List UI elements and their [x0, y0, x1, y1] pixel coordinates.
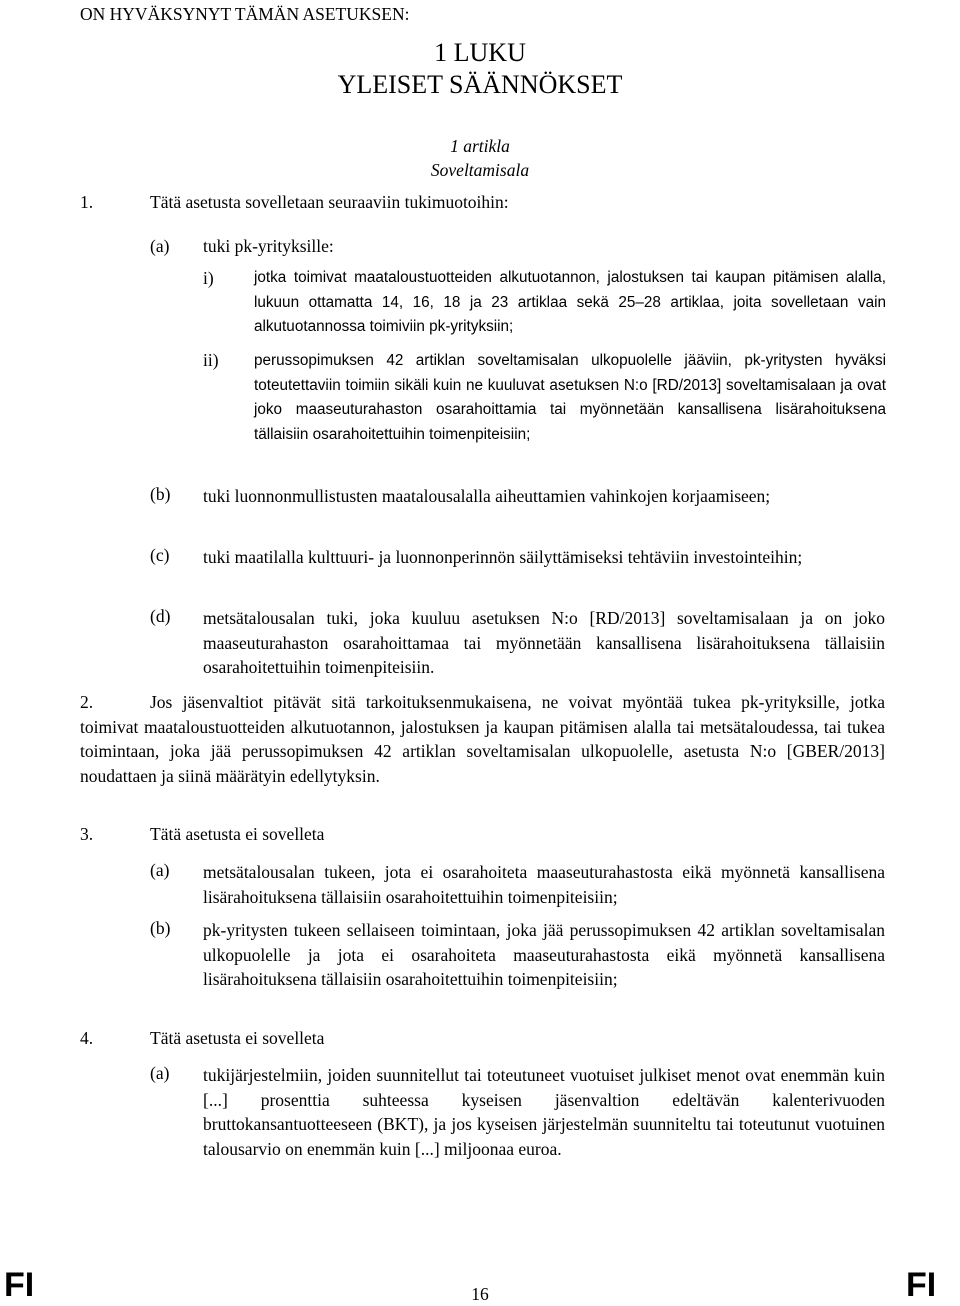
paragraph-1-number: 1. [80, 192, 94, 212]
chapter-title: YLEISET SÄÄNNÖKSET [337, 70, 623, 99]
article-title: Soveltamisala [430, 160, 530, 180]
paragraph-4-number: 4. [80, 1028, 94, 1048]
point-3a-text: metsätalousalan tukeen, jota ei osarahoiteta maaseuturahastosta eikä myönnetä kansallisena lisärahoituksena tällaisiin osarahoitettuihin toimenpiteisiin; [203, 862, 885, 907]
paragraph-1-intro: Tätä asetusta sovelletaan seuraaviin tukimuotoihin: [150, 192, 509, 212]
page-number: 16 [471, 1284, 489, 1304]
point-1a-label: (a) [150, 236, 170, 256]
point-1d-label: (d) [150, 606, 171, 626]
point-1b-text: tuki luonnonmullistusten maatalousalalla aiheuttamien vahinkojen korjaamiseen; [203, 486, 771, 506]
article-number: 1 artikla [450, 136, 510, 156]
point-4a-text: tukijärjestelmiin, joiden suunnitellut tai toteutuneet vuotuiset julkiset menot ovat enemmän kuin [...] prosenttia suhteessa kyseisen jäsenvaltion edeltävän kalenterivuoden bruttokansantuotteeseen (BKT), ja jos kyseisen järjestelmän suunniteltu tai toteutunut vuotuinen talousarvio on enemmän kuin [...] miljoonaa euroa. [203, 1065, 885, 1159]
point-1c-label: (c) [150, 545, 170, 565]
paragraph-3-intro: Tätä asetusta ei sovelleta [150, 824, 325, 844]
subpoint-1a-ii-label: ii) [203, 350, 219, 370]
subpoint-1a-i-label: i) [203, 268, 214, 288]
point-1d-text: metsätalousalan tuki, joka kuuluu asetuksen N:o [RD/2013] soveltamisalaan ja on joko maaseuturahaston osarahoittamaa tai myönnetään kansallisena lisärahoituksena tällaisiin osarahoitettuihin toimenpiteisiin. [203, 608, 885, 677]
point-1a-text: tuki pk-yrityksille: [203, 236, 334, 256]
point-1b-label: (b) [150, 484, 171, 504]
footer-language-right: FI [906, 1266, 937, 1304]
subpoint-1a-i-text: jotka toimivat maataloustuotteiden alkutuotannon, jalostuksen tai kaupan pitämisen alalla, lukuun ottamatta 14, 16, 18 ja 23 artiklaa sekä 25–28 artiklaa, joita sovelletaan vain alkutuotannossa toimiviin pk-yrityksiin; [254, 269, 886, 335]
point-3b-text: pk-yritysten tukeen sellaiseen toimintaan, joka jää perussopimuksen 42 artiklan soveltamisalan ulkopuolelle ja jota ei osarahoiteta maaseuturahastosta eikä myönnetä kansallisena lisärahoituksena tällaisiin osarahoitettuihin toimenpiteisiin; [203, 920, 885, 989]
paragraph-3-number: 3. [80, 824, 94, 844]
point-3b-label: (b) [150, 918, 171, 938]
point-3a-label: (a) [150, 860, 170, 880]
paragraph-2 [80, 690, 885, 788]
point-1c-text: tuki maatilalla kulttuuri- ja luonnonperinnön säilyttämiseksi tehtäviin investointeihin; [203, 547, 803, 567]
subpoint-1a-ii-text: perussopimuksen 42 artiklan soveltamisalan ulkopuolelle jääviin, pk-yritysten hyväksi toteutettaviin toimiin sikäli kuin ne kuuluvat asetuksen N:o [RD/2013] soveltamisalaan ja ovat joko maaseuturahaston osarahoittamia tai myönnetään kansallisena lisärahoituksena tällaisiin osarahoitettuihin toimenpiteisiin; [254, 352, 886, 443]
paragraph-2-text: Jos jäsenvaltiot pitävät sitä tarkoituksenmukaisena, ne voivat myöntää tukea pk-yrityksille, jotka toimivat maataloustuotteiden alkutuotannon, jalostuksen ja kaupan pitämisen alalla tai metsätaloudessa, tai tukea toimintaan, joka jää perussopimuksen 42 artiklan soveltamisalan ulkopuolelle, asetusta N:o [GBER/2013] noudattaen ja siinä määrätyin edellytyksin. [80, 692, 885, 786]
enacting-formula: ON HYVÄKSYNYT TÄMÄN ASETUKSEN: [80, 4, 410, 24]
paragraph-2-number: 2. [80, 692, 94, 712]
chapter-number: 1 LUKU [434, 38, 526, 67]
point-4a-label: (a) [150, 1063, 170, 1083]
paragraph-4-intro: Tätä asetusta ei sovelleta [150, 1028, 325, 1048]
footer-language-left: FI [4, 1266, 35, 1304]
